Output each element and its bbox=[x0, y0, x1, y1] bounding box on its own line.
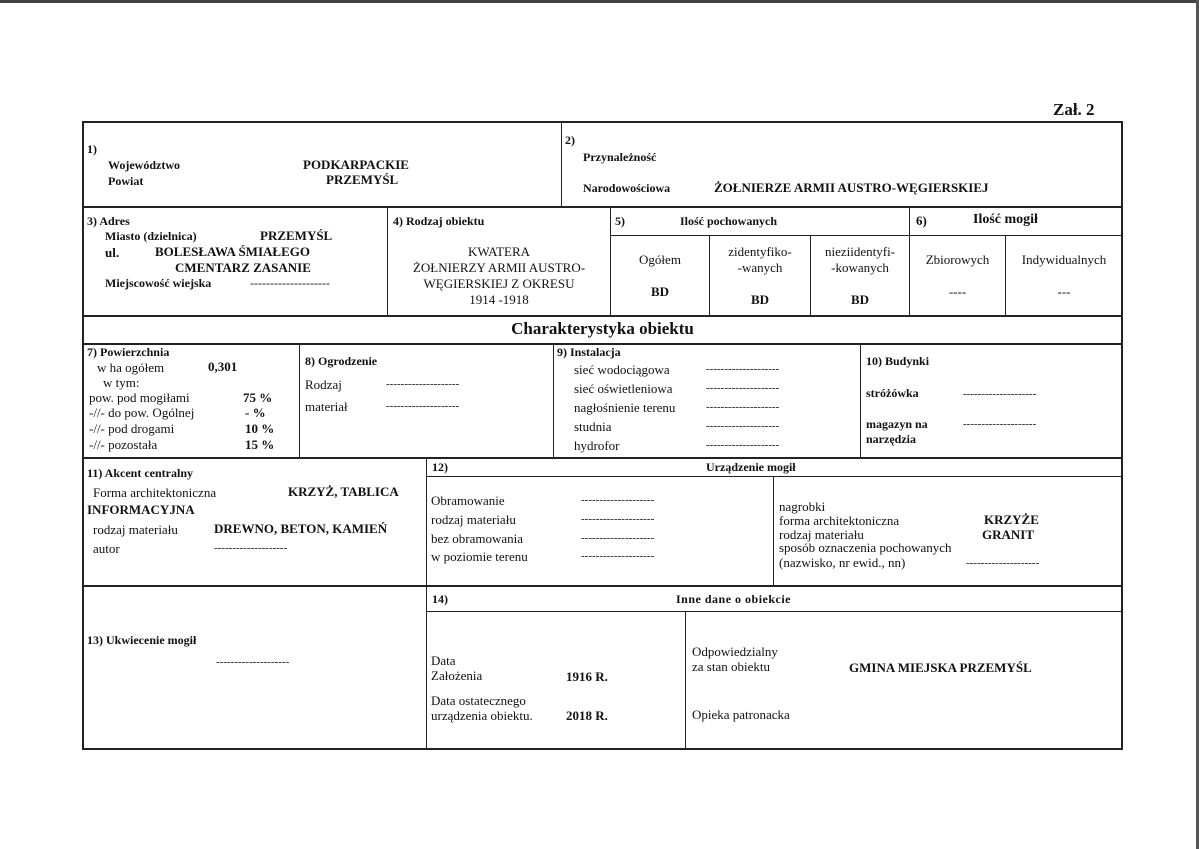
building-storage-label: magazyn na bbox=[866, 417, 928, 431]
street-value: BOLESŁAWA ŚMIAŁEGO bbox=[155, 244, 310, 259]
buried-identified-label: zidentyfiko- bbox=[728, 244, 792, 259]
area-row-label: -//- pozostała bbox=[89, 437, 158, 452]
object-type-line4: 1914 -1918 bbox=[469, 292, 529, 307]
col-divider bbox=[553, 343, 554, 457]
install-label: sieć oświetleniowa bbox=[574, 381, 673, 396]
fence-material-label: materiał bbox=[305, 399, 348, 414]
row-divider bbox=[610, 235, 1123, 236]
last-arrangement-value: 2018 R. bbox=[566, 708, 608, 723]
s12-title: Urządzenie mogił bbox=[706, 460, 796, 474]
founded-value: 1916 R. bbox=[566, 669, 608, 684]
col-divider bbox=[387, 206, 388, 315]
tombstone-form-label: forma architektoniczna bbox=[779, 513, 900, 528]
patronage-label: Opieka patronacka bbox=[692, 707, 790, 722]
col-divider bbox=[1005, 235, 1006, 315]
affiliation-label: Przynależność bbox=[583, 150, 657, 164]
s14-title: Inne dane o obiekcie bbox=[676, 592, 792, 606]
row-divider bbox=[426, 476, 1123, 477]
s10-title: 10) Budynki bbox=[866, 354, 930, 368]
last-arrangement-label: Data ostatecznego bbox=[431, 693, 526, 708]
area-row-label: pow. pod mogiłami bbox=[89, 390, 190, 405]
village-label: Miejscowość wiejska bbox=[105, 276, 212, 290]
accent-form-label: Forma architektoniczna bbox=[93, 485, 217, 500]
graves-collective-label: Zbiorowych bbox=[925, 252, 990, 267]
city-label: Miasto (dzielnica) bbox=[105, 229, 197, 243]
burial-marking-value: -------------------- bbox=[966, 557, 1040, 569]
col-divider bbox=[860, 343, 861, 457]
install-value: -------------------- bbox=[706, 382, 780, 394]
tombstone-material-value: GRANIT bbox=[982, 527, 1035, 542]
building-guardhouse-label: stróżówka bbox=[866, 386, 919, 400]
install-value: -------------------- bbox=[706, 363, 780, 375]
area-ha-label: w ha ogółem bbox=[97, 360, 165, 375]
s1-number: 1) bbox=[87, 142, 97, 156]
area-row-value: 10 % bbox=[245, 421, 275, 436]
row-divider bbox=[82, 315, 1123, 317]
row-divider bbox=[82, 457, 1123, 459]
col-divider bbox=[561, 121, 562, 206]
last-arrangement-label-2: urządzenia obiektu. bbox=[431, 708, 533, 723]
building-storage-value: -------------------- bbox=[963, 418, 1037, 430]
voivodeship-label: Województwo bbox=[108, 158, 180, 172]
street-prefix: ul. bbox=[105, 245, 120, 260]
flowers-value: -------------------- bbox=[216, 656, 290, 668]
row-divider bbox=[426, 611, 1123, 612]
area-row-value: - % bbox=[245, 405, 266, 420]
fence-type-label: Rodzaj bbox=[305, 377, 342, 392]
area-row-value: 75 % bbox=[243, 390, 273, 405]
fence-material-value: -------------------- bbox=[386, 400, 460, 412]
grave-border-label: Obramowanie bbox=[431, 493, 505, 508]
buried-unidentified-label: nieziidentyfi- bbox=[824, 244, 896, 259]
fence-type-value: -------------------- bbox=[386, 378, 460, 390]
responsible-value: GMINA MIEJSKA PRZEMYŚL bbox=[849, 660, 1032, 675]
village-value: -------------------- bbox=[250, 276, 330, 290]
area-ha-value: 0,301 bbox=[208, 359, 238, 374]
nationality-label: Narodowościowa bbox=[583, 181, 671, 195]
area-incl-label: w tym: bbox=[103, 375, 140, 390]
s5-title: Ilość pochowanych bbox=[680, 214, 778, 228]
graves-collective-value: ---- bbox=[948, 284, 967, 299]
graves-individual-value: --- bbox=[1057, 284, 1071, 299]
col-divider bbox=[685, 611, 686, 750]
accent-form-value: KRZYŻ, TABLICA bbox=[288, 484, 399, 499]
street-value-2: CMENTARZ ZASANIE bbox=[175, 260, 311, 275]
tombstone-form-value: KRZYŻE bbox=[984, 512, 1039, 527]
col-divider bbox=[773, 476, 774, 585]
col-divider bbox=[299, 343, 300, 457]
install-value: -------------------- bbox=[706, 439, 780, 451]
tombstone-label: nagrobki bbox=[779, 499, 826, 514]
object-type-line1: KWATERA bbox=[467, 244, 531, 259]
grave-noborder-label: bez obramowania bbox=[431, 531, 524, 546]
grave-material-value: -------------------- bbox=[581, 513, 655, 525]
accent-material-value: DREWNO, BETON, KAMIEŃ bbox=[214, 521, 388, 536]
install-label: sieć wodociągowa bbox=[574, 362, 670, 377]
grave-border-value: -------------------- bbox=[581, 494, 655, 506]
object-type-line2: ŻOŁNIERZY ARMII AUSTRO- bbox=[412, 260, 586, 275]
buried-unidentified-label-2: -kowanych bbox=[831, 260, 889, 275]
area-row-label: -//- do pow. Ogólnej bbox=[89, 405, 195, 420]
install-label: studnia bbox=[574, 419, 612, 434]
buried-identified-label-2: -wanych bbox=[737, 260, 783, 275]
row-divider bbox=[82, 206, 1123, 208]
annex-label: Zał. 2 bbox=[1053, 100, 1095, 119]
responsible-label: Odpowiedzialny bbox=[692, 644, 778, 659]
s12-number: 12) bbox=[432, 460, 448, 474]
burial-marking-sub: (nazwisko, nr ewid., nn) bbox=[779, 555, 906, 570]
founded-label: Założenia bbox=[431, 668, 483, 683]
buried-identified-value: BD bbox=[750, 292, 770, 307]
s6-number: 6) bbox=[916, 213, 927, 228]
buried-total-value: BD bbox=[650, 284, 670, 299]
s14-number: 14) bbox=[432, 592, 448, 606]
county-value: PRZEMYŚL bbox=[326, 172, 399, 187]
s4-title: 4) Rodzaj obiektu bbox=[393, 214, 485, 228]
grave-level-value: -------------------- bbox=[581, 550, 655, 562]
area-row-label: -//- pod drogami bbox=[89, 421, 175, 436]
graves-individual-label: Indywidualnych bbox=[1021, 252, 1107, 267]
row-divider bbox=[82, 585, 1123, 587]
area-row-value: 15 % bbox=[245, 437, 275, 452]
buried-total-label: Ogółem bbox=[639, 252, 681, 267]
date-label: Data bbox=[431, 653, 456, 668]
responsible-label-2: za stan obiektu bbox=[692, 659, 770, 674]
s3-title: 3) Adres bbox=[87, 214, 130, 228]
grave-level-label: w poziomie terenu bbox=[431, 549, 528, 564]
s8-title: 8) Ogrodzenie bbox=[305, 354, 378, 368]
voivodeship-value: PODKARPACKIE bbox=[303, 157, 409, 172]
s11-title: 11) Akcent centralny bbox=[87, 466, 193, 480]
nationality-value: ŻOŁNIERZE ARMII AUSTRO-WĘGIERSKIEJ bbox=[714, 180, 989, 195]
accent-author-value: -------------------- bbox=[214, 542, 288, 554]
object-type-line3: WĘGIERSKIEJ Z OKRESU bbox=[423, 276, 575, 291]
install-value: -------------------- bbox=[706, 401, 780, 413]
characteristics-title: Charakterystyka obiektu bbox=[511, 319, 694, 338]
s9-title: 9) Instalacja bbox=[557, 345, 621, 359]
grave-noborder-value: -------------------- bbox=[581, 532, 655, 544]
city-value: PRZEMYŚL bbox=[260, 228, 333, 243]
building-guardhouse-value: -------------------- bbox=[963, 388, 1037, 400]
accent-form-value-2: INFORMACYJNA bbox=[87, 502, 195, 517]
building-storage-label-2: narzędzia bbox=[866, 432, 916, 446]
accent-author-label: autor bbox=[93, 541, 120, 556]
burial-marking-label: sposób oznaczenia pochowanych bbox=[779, 540, 952, 555]
s13-title: 13) Ukwiecenie mogił bbox=[87, 633, 197, 647]
scan-top-edge bbox=[0, 0, 1199, 3]
install-label: hydrofor bbox=[574, 438, 620, 453]
buried-unidentified-value: BD bbox=[850, 292, 870, 307]
s6-title: Ilość mogił bbox=[973, 212, 1038, 227]
accent-material-label: rodzaj materiału bbox=[93, 522, 178, 537]
install-value: -------------------- bbox=[706, 420, 780, 432]
s2-number: 2) bbox=[565, 133, 575, 147]
tombstone-material-label: rodzaj materiału bbox=[779, 527, 864, 542]
s5-number: 5) bbox=[615, 214, 625, 228]
county-label: Powiat bbox=[108, 174, 144, 188]
install-label: nagłośnienie terenu bbox=[574, 400, 676, 415]
s7-title: 7) Powierzchnia bbox=[87, 345, 170, 359]
grave-material-label: rodzaj materiału bbox=[431, 512, 516, 527]
col-divider bbox=[426, 457, 427, 750]
